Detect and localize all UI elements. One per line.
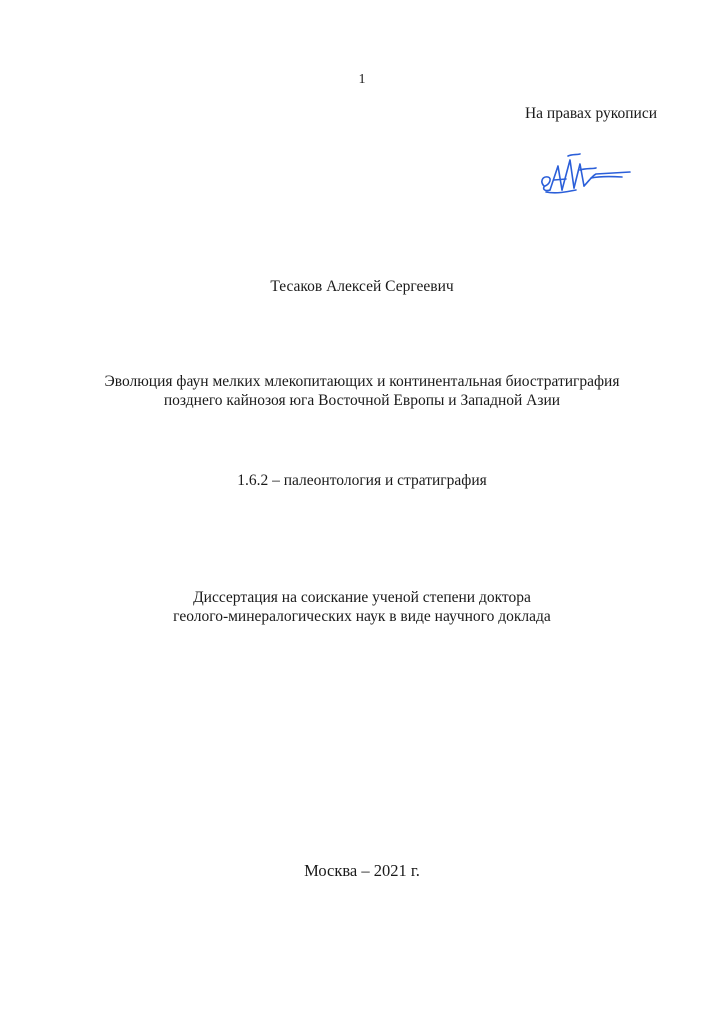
page-number: 1 [358,72,366,87]
author-name: Тесаков Алексей Сергеевич [270,278,454,295]
handwritten-signature [536,146,632,202]
specialty: 1.6.2 – палеонтология и стратиграфия [237,472,487,489]
title-line: Эволюция фаун мелких млекопитающих и континентальная биостратиграфия [104,373,620,390]
degree-line: геолого-минералогических наук в виде научного доклада [173,608,551,625]
degree-line: Диссертация на соискание ученой степени доктора [193,589,531,606]
degree-statement [0,588,724,626]
dissertation-title [0,372,724,410]
manuscript-note: На правах рукописи [524,105,657,122]
title-line: позднего кайнозоя юга Восточной Европы и Западной Азии [163,392,561,409]
city-year: Москва – 2021 г. [304,861,420,880]
